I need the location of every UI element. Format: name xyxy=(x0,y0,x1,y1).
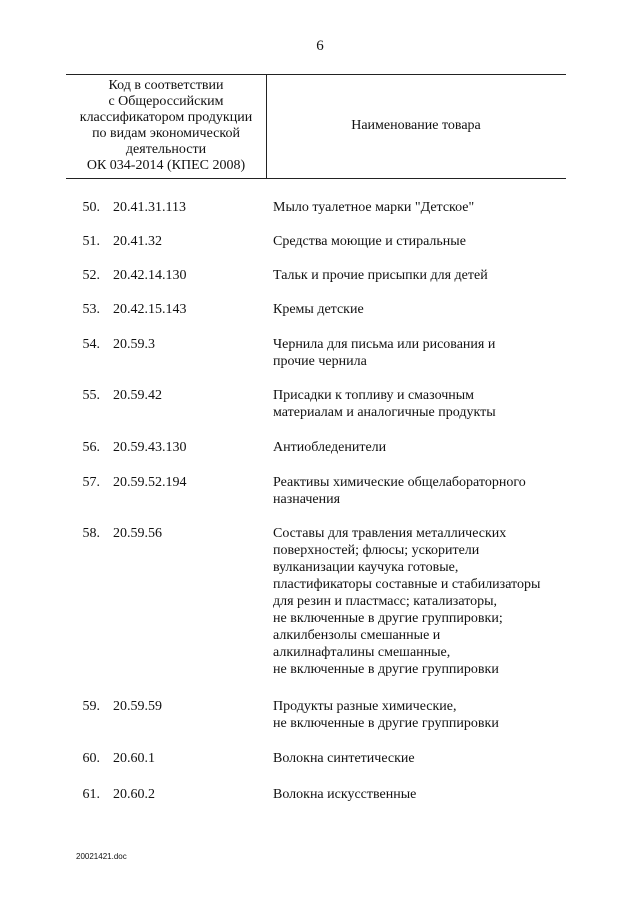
header-code-column xyxy=(66,78,266,174)
row-name-line: Чернила для письма или рисования и xyxy=(273,337,496,352)
row-name-line: не включенные в другие группировки xyxy=(273,716,499,731)
row-name-line: Кремы детские xyxy=(273,302,364,317)
row-name xyxy=(273,786,573,803)
row-name xyxy=(273,233,573,250)
row-number: 56. xyxy=(82,440,100,455)
row-number: 57. xyxy=(82,475,100,490)
row-number: 54. xyxy=(82,337,100,352)
header-code-line: ОК 034-2014 (КПЕС 2008) xyxy=(86,158,246,173)
row-name xyxy=(273,750,573,767)
row-name-line: Присадки к топливу и смазочным xyxy=(273,388,475,403)
file-name-footer: 20021421.doc xyxy=(76,852,127,861)
row-name-line: Средства моющие и стиральные xyxy=(273,234,466,249)
row-number: 50. xyxy=(82,200,100,215)
header-code-line: с Общероссийским xyxy=(108,94,224,109)
row-code: 20.60.1 xyxy=(113,751,155,766)
row-number: 53. xyxy=(82,302,100,317)
row-name-line: Продукты разные химические, xyxy=(273,699,457,714)
row-name-line: Волокна искусственные xyxy=(273,787,417,802)
row-name-line: для резин и пластмасс; катализаторы, xyxy=(273,594,498,609)
row-name-line: алкилнафталины смешанные, xyxy=(273,645,451,660)
row-name-line: Тальк и прочие присыпки для детей xyxy=(273,268,488,283)
row-name xyxy=(273,336,573,370)
row-code: 20.59.3 xyxy=(113,337,155,352)
header-bottom-rule xyxy=(66,178,566,179)
row-name xyxy=(273,474,573,508)
row-code: 20.42.14.130 xyxy=(113,268,187,283)
row-name xyxy=(273,525,573,678)
row-name-line: не включенные в другие группировки; xyxy=(273,611,503,626)
row-name-line: поверхностей; флюсы; ускорители xyxy=(273,543,480,558)
header-code-line: Код в соответствии xyxy=(108,78,224,93)
row-number: 51. xyxy=(82,234,100,249)
header-code-line: по видам экономической xyxy=(92,126,240,141)
row-code: 20.41.32 xyxy=(113,234,162,249)
header-top-rule xyxy=(66,74,566,75)
header-code-line: деятельности xyxy=(125,142,207,157)
row-code: 20.59.56 xyxy=(113,526,162,541)
row-name xyxy=(273,199,573,216)
row-name-line: алкилбензолы смешанные и xyxy=(273,628,441,643)
row-name-line: вулканизации каучука готовые, xyxy=(273,560,459,575)
row-name-line: Волокна синтетические xyxy=(273,751,415,766)
header-name-column: Наименование товара xyxy=(351,118,481,133)
row-name-line: материалам и аналогичные продукты xyxy=(273,405,496,420)
row-name-line: пластификаторы составные и стабилизаторы xyxy=(273,577,541,592)
row-name xyxy=(273,387,573,421)
header-code-line: классификатором продукции xyxy=(79,110,253,125)
row-code: 20.41.31.113 xyxy=(113,200,186,215)
row-number: 60. xyxy=(82,751,100,766)
row-number: 55. xyxy=(82,388,100,403)
row-name xyxy=(273,267,573,284)
page-number: 6 xyxy=(316,38,324,54)
row-name-line: Реактивы химические общелабораторного xyxy=(273,475,526,490)
row-code: 20.60.2 xyxy=(113,787,155,802)
row-number: 52. xyxy=(82,268,100,283)
row-code: 20.59.52.194 xyxy=(113,475,187,490)
row-code: 20.59.59 xyxy=(113,699,162,714)
row-number: 61. xyxy=(82,787,100,802)
row-name xyxy=(273,439,573,456)
row-name-line: назначения xyxy=(273,492,341,507)
row-name xyxy=(273,301,573,318)
row-name-line: Составы для травления металлических xyxy=(273,526,507,541)
row-name xyxy=(273,698,573,732)
row-code: 20.59.42 xyxy=(113,388,162,403)
row-code: 20.42.15.143 xyxy=(113,302,187,317)
row-code: 20.59.43.130 xyxy=(113,440,187,455)
row-number: 59. xyxy=(82,699,100,714)
row-name-line: Мыло туалетное марки "Детское" xyxy=(273,200,475,215)
row-name-line: не включенные в другие группировки xyxy=(273,662,499,677)
row-number: 58. xyxy=(82,526,100,541)
row-name-line: Антиобледенители xyxy=(273,440,387,455)
row-name-line: прочие чернила xyxy=(273,354,367,369)
